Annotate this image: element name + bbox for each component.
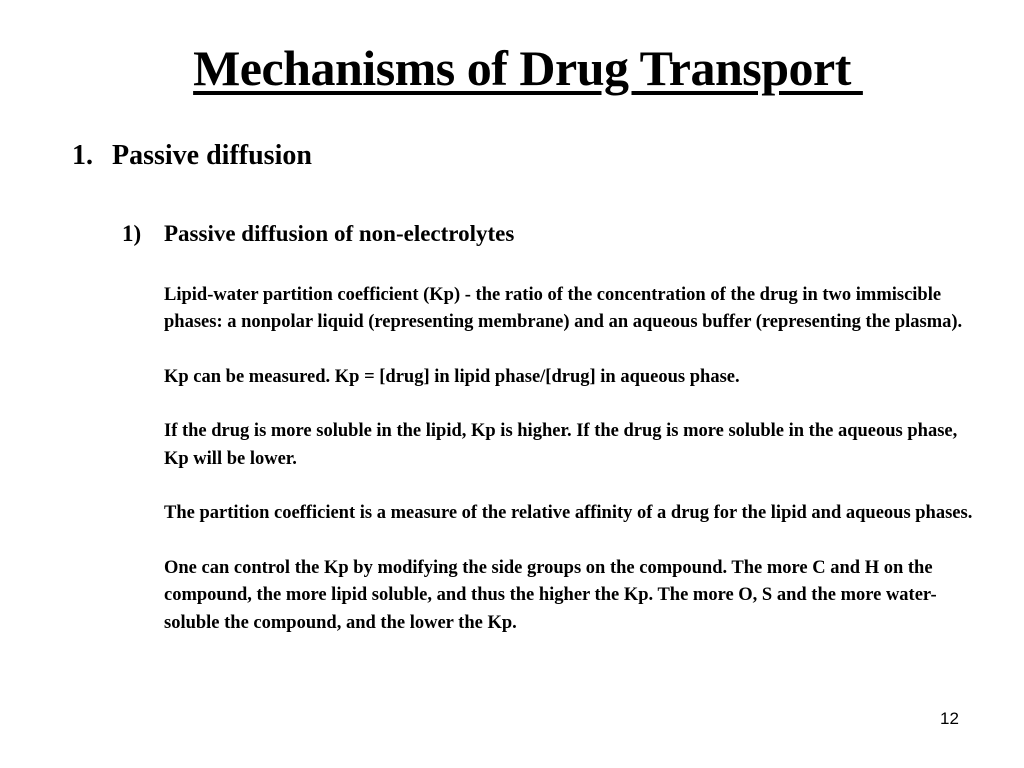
page-number: 12: [940, 709, 959, 728]
section-heading: [72, 136, 312, 176]
paragraph-partition-definition: Lipid-water partition coefficient (Kp) - the ratio of the concentration of the drug in two immiscible phases: a nonpolar liquid (representing membrane) and an aqueous buffer (representing the plasma).: [164, 285, 963, 333]
paragraph-side-groups: One can control the Kp by modifying the side groups on the compound. The more C and H on the compound, the more lipid soluble, and thus the higher the Kp. The more O, S and the more water-soluble the compound, and the lower the Kp.: [164, 557, 937, 633]
subsection-number: 1): [122, 221, 142, 246]
body-text: [164, 282, 984, 664]
paragraph-solubility: If the drug is more soluble in the lipid, Kp is higher. If the drug is more soluble in the aqueous phase, Kp will be lower.: [164, 421, 958, 469]
section-number: 1.: [72, 140, 93, 171]
slide-title-text: Mechanisms of Drug Transport: [193, 40, 863, 96]
slide-title: [0, 36, 1024, 100]
subsection-heading: [122, 218, 514, 250]
paragraph-affinity: The partition coefficient is a measure of the relative affinity of a drug for the lipid and aqueous phases.: [164, 503, 973, 524]
paragraph-kp-measurement: Kp can be measured. Kp = [drug] in lipid phase/[drug] in aqueous phase.: [164, 366, 740, 387]
subsection-heading-text: Passive diffusion of non-electrolytes: [164, 221, 515, 246]
section-heading-text: Passive diffusion: [112, 140, 312, 171]
